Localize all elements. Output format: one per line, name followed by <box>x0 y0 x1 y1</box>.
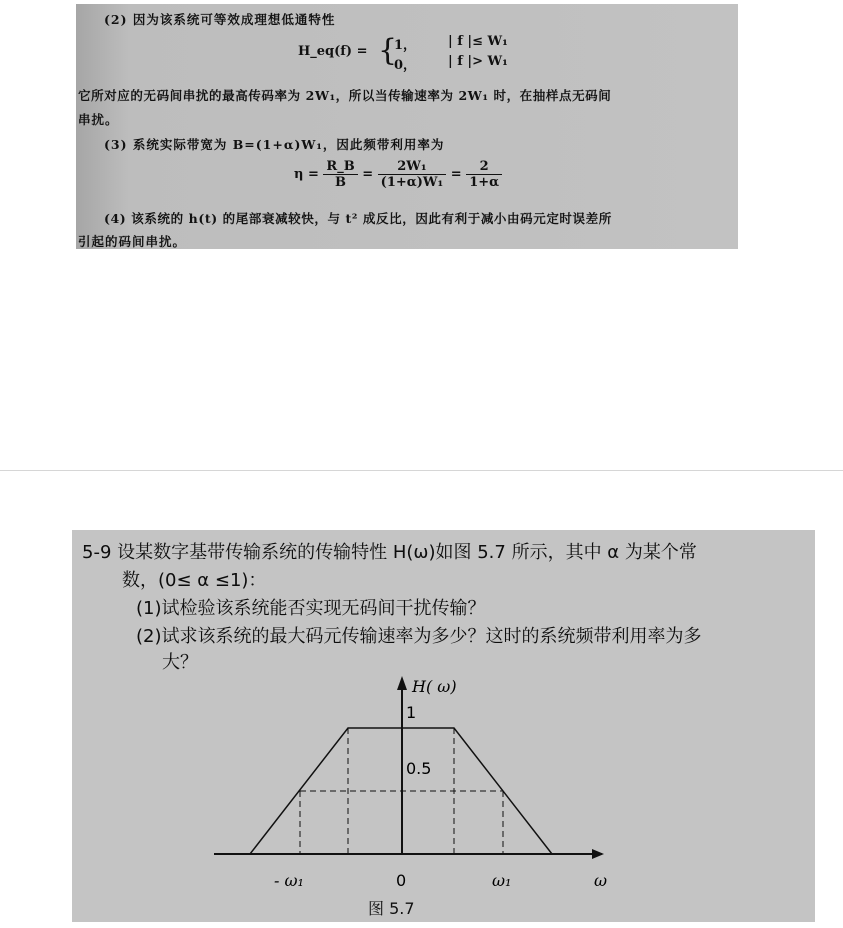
solution-item-3: (3) 系统实际带宽为 B=(1+α)W₁，因此频带利用率为 <box>104 137 445 152</box>
eta-fraction-3: $\frac{2}{1+\alpha}$ <box>466 159 502 190</box>
x-axis-arrow-icon <box>592 849 604 859</box>
solution-item-4-cont: 引起的码间串扰。 <box>78 234 187 249</box>
eta-lhs: η = <box>294 167 319 182</box>
question-1: (1)试检验该系统能否实现无码间干扰传输？ <box>136 598 486 619</box>
figure-caption: 图 5.7 <box>368 899 415 918</box>
figure-5-7 <box>72 530 815 922</box>
y-axis-label: H( ω) <box>412 677 457 696</box>
heq-lhs: H_eq(f) = <box>298 44 368 59</box>
section-divider <box>0 470 843 471</box>
y-axis-arrow-icon <box>397 676 407 690</box>
heq-case2-value: 0， <box>394 58 417 73</box>
tick-label-neg-omega1: - ω₁ <box>274 871 304 890</box>
heq-case2-condition: | f |> W₁ <box>448 54 508 69</box>
eta-fraction-1: $\frac{R\_B}{B}$ <box>323 159 357 190</box>
solution-rate-line: 它所对应的无码间串扰的最高传码率为 2W₁，所以当传输速率为 2W₁ 时，在抽样点无码间 <box>78 88 612 103</box>
solution-rate-line-cont: 串扰。 <box>78 112 119 127</box>
heq-case1-value: 1， <box>394 38 417 53</box>
heq-case1-condition: | f |≤ W₁ <box>448 34 508 49</box>
brace-icon: { <box>378 33 398 68</box>
problem-statement-cont: 数，(0≤ α ≤1)： <box>122 570 267 591</box>
solution-item-4: (4) 该系统的 h(t) 的尾部衰减较快，与 t² 成反比，因此有利于减小由码元定时误差所 <box>104 211 612 226</box>
solution-panel <box>76 4 738 249</box>
question-2-cont: 大？ <box>162 652 198 673</box>
problem-panel <box>72 530 815 922</box>
x-axis-label: ω <box>594 871 608 890</box>
tick-label-one: 1 <box>406 703 417 722</box>
tick-label-pos-omega1: ω₁ <box>492 871 512 890</box>
question-2: (2)试求该系统的最大码元传输速率为多少？这时的系统频带利用率为多 <box>136 626 702 647</box>
eta-fraction-2: $\frac{\text{2W₁}}{\text{(1+α)W₁}}$ <box>378 159 447 190</box>
eta-equation: η = $\frac{R\_B}{B}$ = $\frac{\text{2W₁}}{\text{(1+α)W₁}}$ = $\frac{2}{1+\alpha}$ <box>294 159 502 195</box>
tick-label-zero: 0 <box>396 871 407 890</box>
tick-label-half: 0.5 <box>406 759 432 778</box>
problem-statement: 5-9 设某数字基带传输系统的传输特性 H(ω)如图 5.7 所示，其中 α 为某个常 <box>82 542 697 563</box>
solution-item-2: (2) 因为该系统可等效成理想低通特性 <box>104 12 336 27</box>
